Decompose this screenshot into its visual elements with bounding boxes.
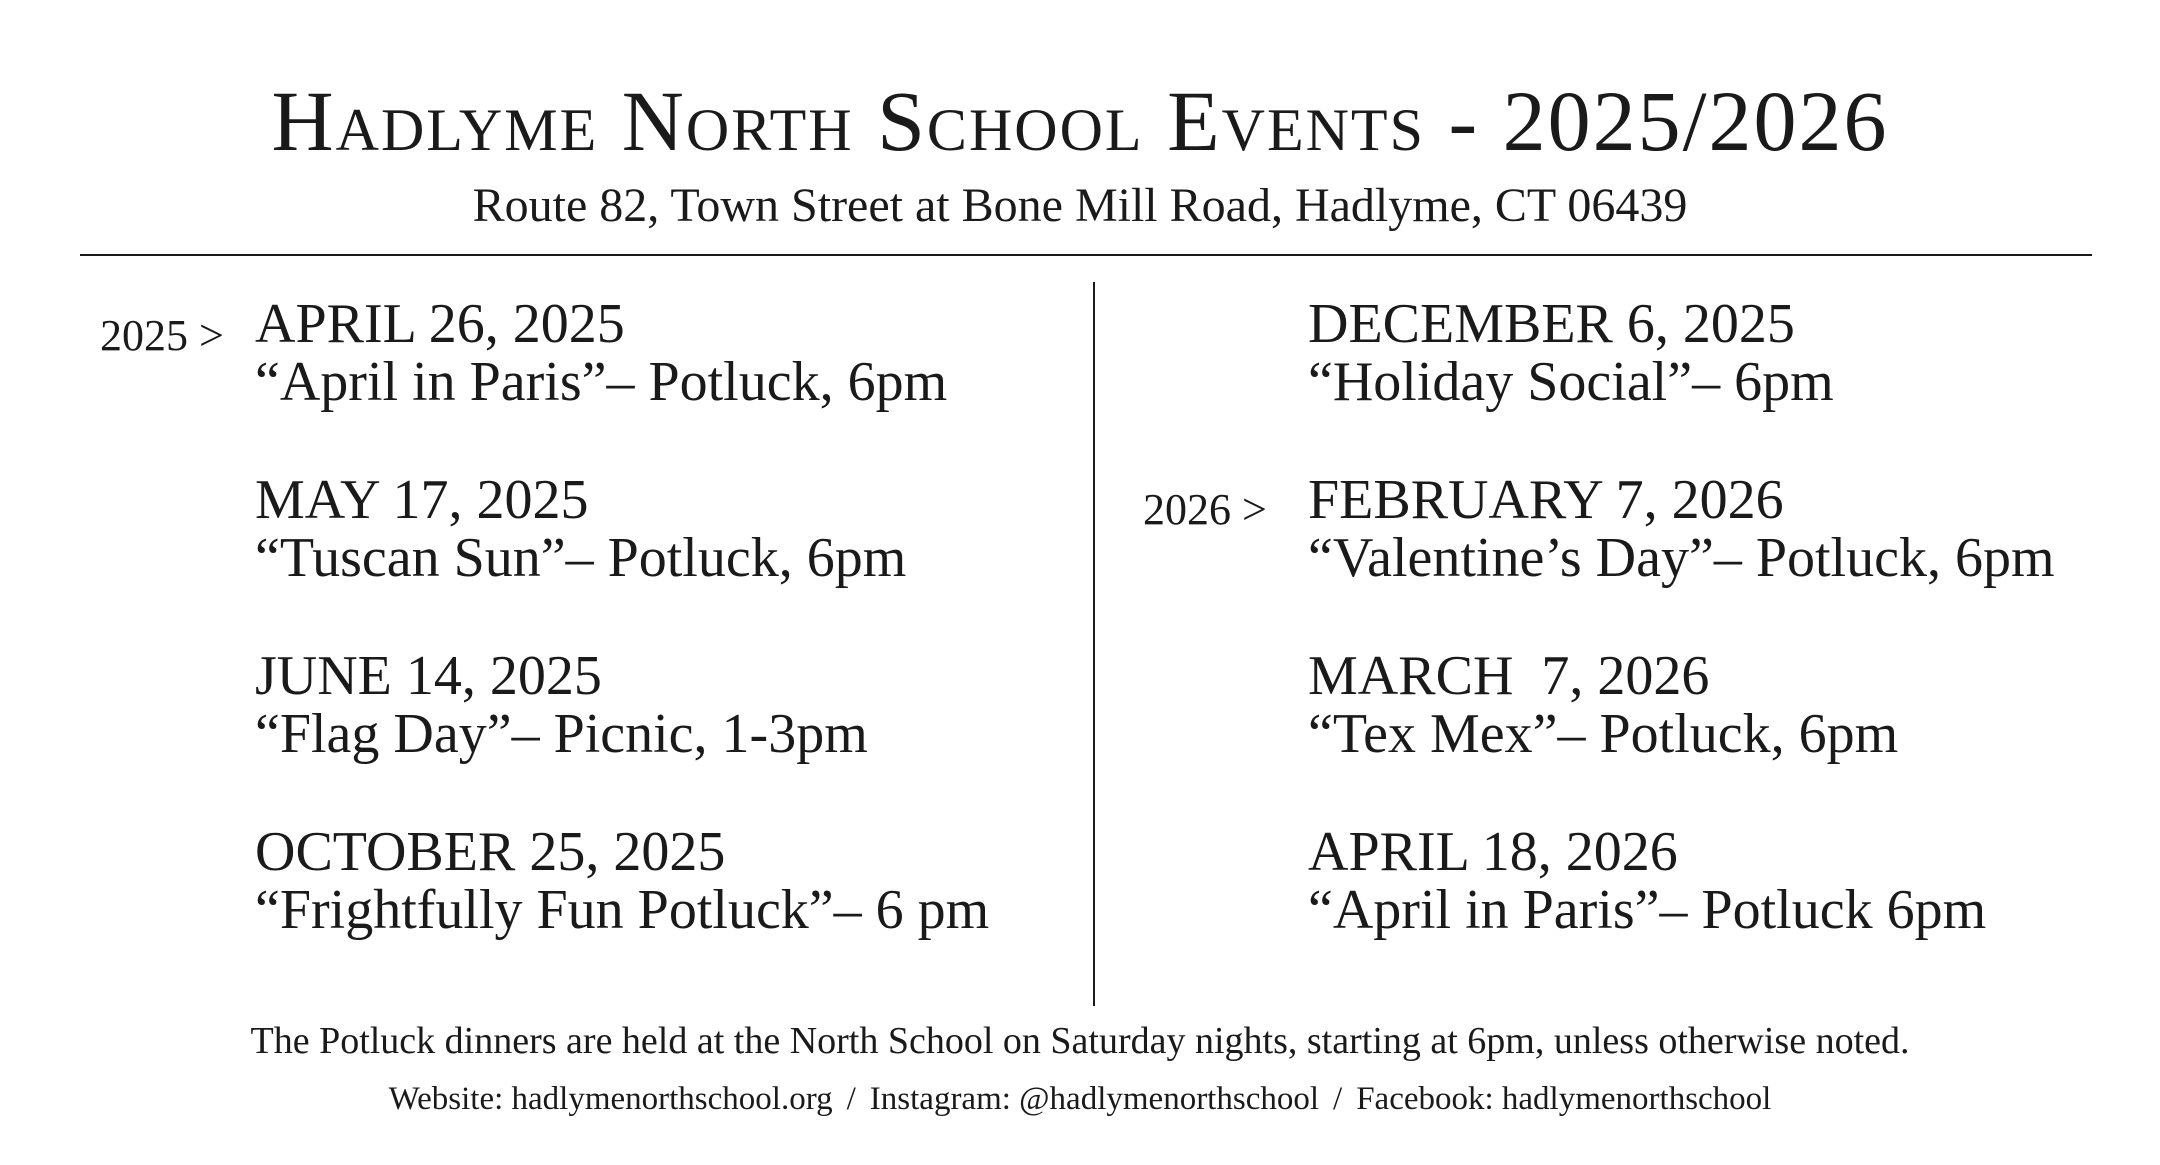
events-column-right bbox=[1308, 293, 2055, 1000]
event-description: “Holiday Social”– 6pm bbox=[1308, 351, 1834, 413]
link-separator: / bbox=[846, 1081, 856, 1117]
footer-note: The Potluck dinners are held at the North School on Saturday nights, starting at 6pm, unless otherwise noted. bbox=[250, 1020, 1910, 1062]
event-item bbox=[1308, 469, 2055, 648]
event-item bbox=[1308, 821, 2055, 1000]
event-description: “Tuscan Sun”– Potluck, 6pm bbox=[255, 527, 907, 589]
event-item bbox=[255, 293, 989, 472]
event-description: “Tex Mex”– Potluck, 6pm bbox=[1308, 703, 1899, 765]
address-subtitle: Route 82, Town Street at Bone Mill Road, Hadlyme, CT 06439 bbox=[472, 179, 1688, 232]
event-date: APRIL 18, 2026 bbox=[1308, 821, 1678, 883]
event-item bbox=[1308, 645, 2055, 824]
column-divider bbox=[1093, 282, 1095, 1006]
facebook-link[interactable]: Facebook: hadlymenorthschool bbox=[1356, 1081, 1772, 1117]
event-item bbox=[255, 645, 989, 824]
event-item bbox=[1308, 293, 2055, 472]
event-date: OCTOBER 25, 2025 bbox=[255, 821, 726, 883]
event-date: MAY 17, 2025 bbox=[255, 469, 589, 531]
event-description: “Valentine’s Day”– Potluck, 6pm bbox=[1308, 527, 2055, 589]
event-item bbox=[255, 469, 989, 648]
event-date: FEBRUARY 7, 2026 bbox=[1308, 469, 1784, 531]
instagram-link[interactable]: Instagram: @hadlymenorthschool bbox=[869, 1081, 1320, 1117]
link-separator: / bbox=[1333, 1081, 1343, 1117]
year-marker-2026: 2026 > bbox=[1143, 485, 1267, 534]
event-description: “April in Paris”– Potluck, 6pm bbox=[255, 351, 948, 413]
event-description: “Frightfully Fun Potluck”– 6 pm bbox=[255, 879, 990, 941]
event-date: JUNE 14, 2025 bbox=[255, 645, 602, 707]
event-item bbox=[255, 821, 990, 1000]
page-title: Hadlyme North School Events - 2025/2026 bbox=[271, 73, 1889, 169]
website-link[interactable]: Website: hadlymenorthschool.org bbox=[388, 1081, 833, 1117]
event-description: “Flag Day”– Picnic, 1-3pm bbox=[255, 703, 868, 765]
event-description: “April in Paris”– Potluck 6pm bbox=[1308, 879, 1987, 941]
event-date: APRIL 26, 2025 bbox=[255, 293, 625, 355]
event-date: MARCH 7, 2026 bbox=[1308, 645, 1710, 707]
events-column-left bbox=[255, 293, 990, 1000]
event-date: DECEMBER 6, 2025 bbox=[1308, 293, 1795, 355]
year-marker-2025: 2025 > bbox=[100, 311, 224, 360]
footer-links bbox=[0, 1083, 2160, 1116]
header-divider bbox=[80, 254, 2092, 256]
